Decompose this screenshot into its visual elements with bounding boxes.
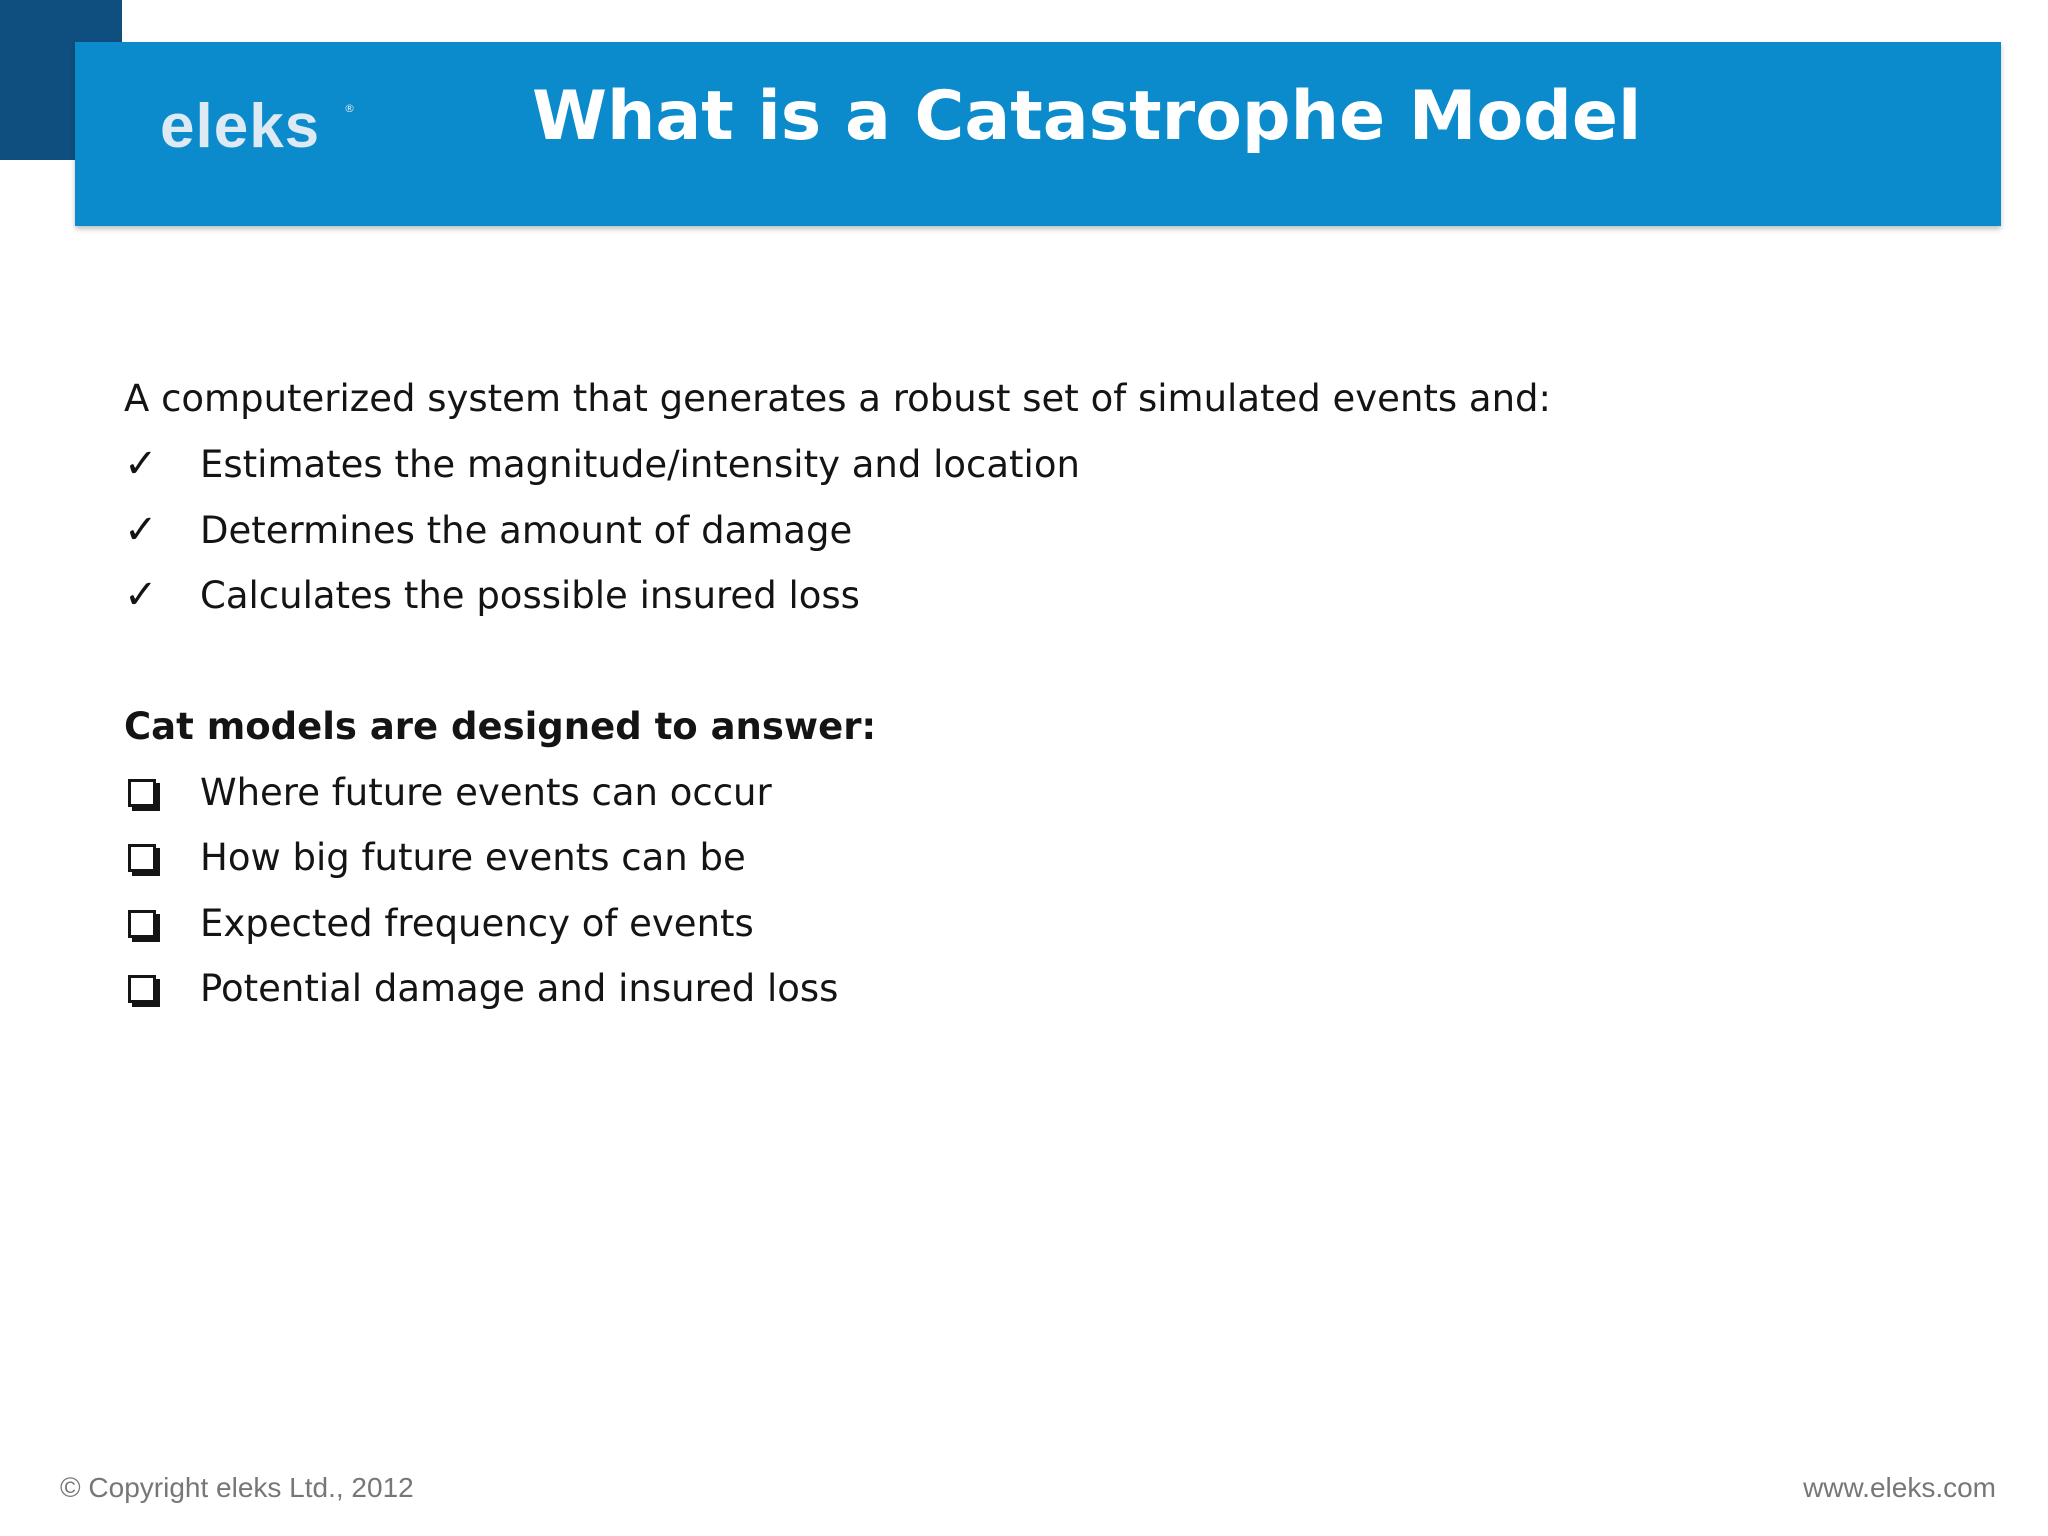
- checklist-item: [124, 563, 1924, 629]
- registered-mark: ®: [344, 102, 355, 115]
- question-item-label: Potential damage and insured loss: [200, 967, 839, 1010]
- spacer: [124, 629, 1924, 694]
- checklist-item-label: Calculates the possible insured loss: [200, 574, 860, 617]
- checkmark-icon: ✓: [124, 572, 158, 618]
- question-item-label: Expected frequency of events: [200, 901, 754, 945]
- checklist-item: [124, 498, 1924, 564]
- slide-content: [124, 366, 1924, 1022]
- checklist-item: [124, 432, 1924, 498]
- slide-title: What is a Catastrophe Model: [532, 77, 1642, 156]
- question-item: [124, 956, 1924, 1022]
- intro-text: A computerized system that generates a robust set of simulated events and:: [124, 377, 1552, 420]
- eleks-logo: eleks: [160, 92, 321, 161]
- checklist-item-label: Determines the amount of damage: [200, 508, 853, 552]
- copyright-notice: © Copyright eleks Ltd., 2012: [60, 1472, 414, 1503]
- question-item-label: How big future events can be: [200, 836, 746, 879]
- questions-heading: Cat models are designed to answer:: [124, 704, 877, 748]
- checklist-item-label: Estimates the magnitude/intensity and location: [200, 443, 1080, 486]
- checkbox-bullet-icon: [128, 910, 156, 938]
- question-item: [124, 760, 1924, 826]
- checkbox-bullet-icon: [128, 975, 156, 1003]
- checkbox-bullet-icon: [128, 779, 156, 807]
- question-item: [124, 891, 1924, 957]
- checkbox-bullet-icon: [128, 844, 156, 872]
- question-item-label: Where future events can occur: [200, 770, 772, 814]
- website-link[interactable]: www.eleks.com: [1803, 1472, 1996, 1503]
- checkmark-icon: ✓: [124, 441, 158, 487]
- checkmark-icon: ✓: [124, 506, 158, 553]
- corner-accent-slope: [76, 0, 122, 42]
- question-item: [124, 825, 1924, 891]
